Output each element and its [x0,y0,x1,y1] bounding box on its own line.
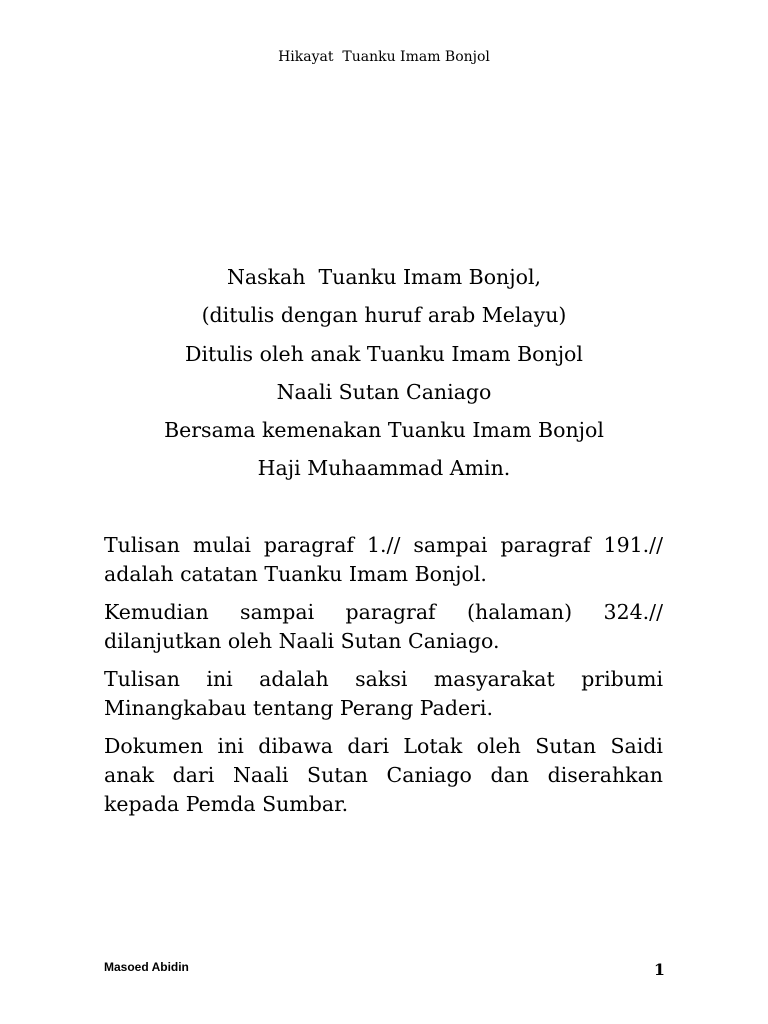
title-line: Ditulis oleh anak Tuanku Imam Bonjol [185,341,583,366]
body-text [104,531,663,828]
body-paragraph: Tulisan ini adalah saksi masyarakat pribumi Minangkabau tentang Perang Paderi. [104,667,663,720]
body-paragraph: Dokumen ini dibawa dari Lotak oleh Sutan Saidi anak dari Naali Sutan Caniago dan diserahkan kepada Pemda Sumbar. [104,734,663,816]
footer-author: Masoed Abidin [104,960,189,974]
title-line: Bersama kemenakan Tuanku Imam Bonjol [164,418,604,443]
title-line: (ditulis dengan huruf arab Melayu) [201,303,567,328]
body-paragraph: Tulisan mulai paragraf 1.// sampai paragraf 191.// adalah catatan Tuanku Imam Bonjol. [104,533,663,586]
page-number: 1 [653,960,665,979]
title-line: Naskah Tuanku Imam Bonjol, [226,265,542,289]
title-block [60,258,708,488]
title-line: Naali Sutan Caniago [276,379,492,404]
title-line: Haji Muhaammad Amin. [257,456,511,481]
body-paragraph: Kemudian sampai paragraf (halaman) 324.// dilanjutkan oleh Naali Sutan Caniago. [104,600,663,653]
running-header: Hikayat Tuanku Imam Bonjol [278,49,490,65]
